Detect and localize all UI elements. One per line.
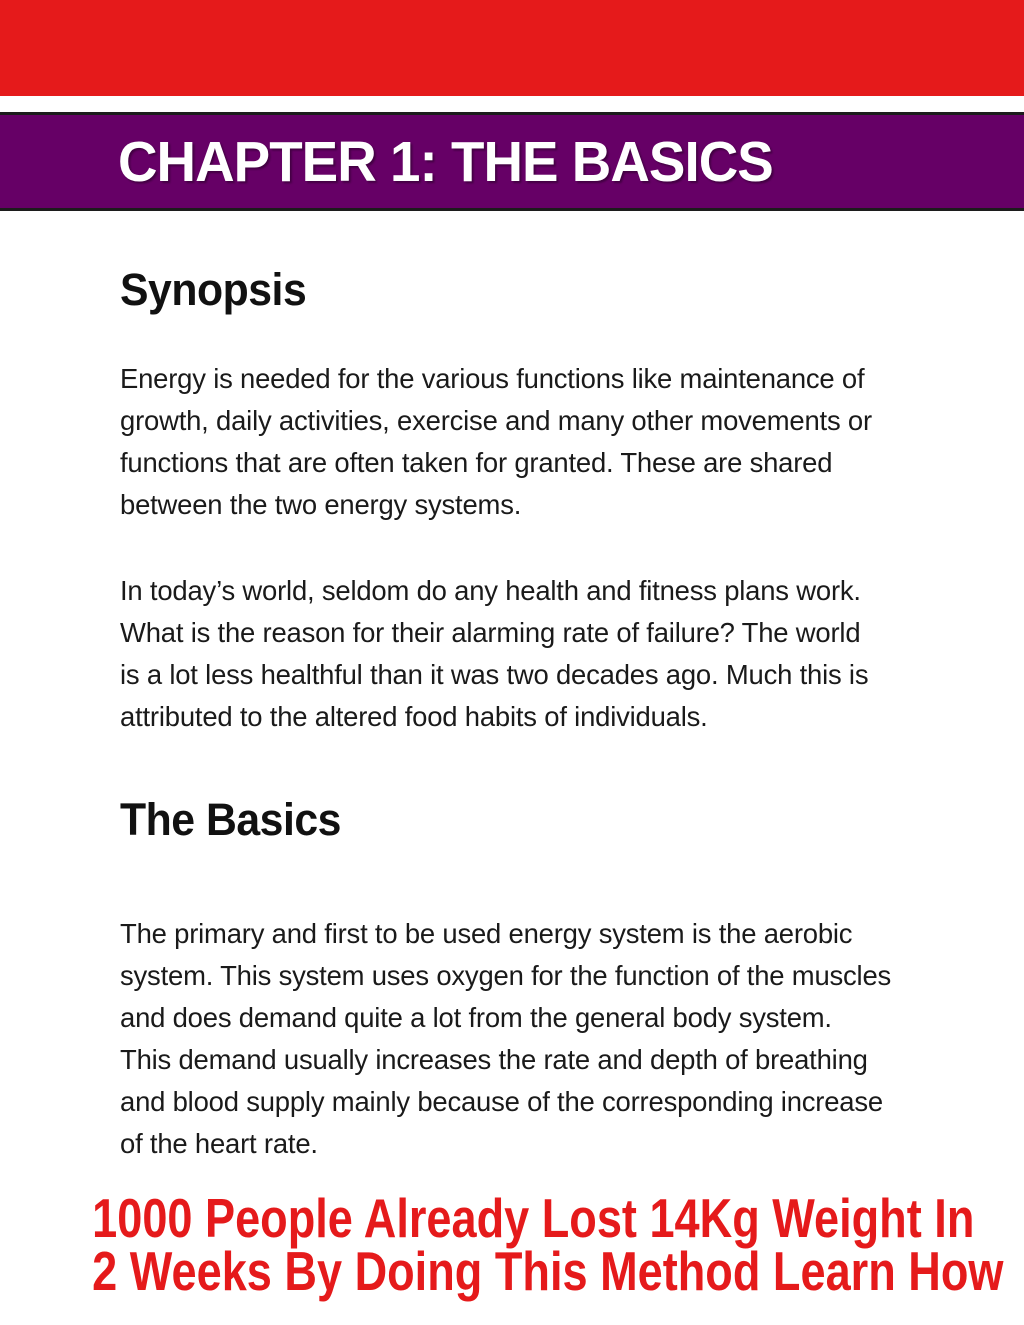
text-line: and blood supply mainly because of the corresponding increase [120, 1086, 883, 1117]
text-line: In today’s world, seldom do any health and fitness plans work. [120, 575, 861, 606]
text-line: attributed to the altered food habits of individuals. [120, 701, 708, 732]
bottom-ad-text[interactable] [92, 1187, 1004, 1302]
ad-line-1[interactable]: 1000 People Already Lost 14Kg Weight In [92, 1187, 975, 1249]
text-line: functions that are often taken for granted. These are shared [120, 447, 833, 478]
text-line: system. This system uses oxygen for the function of the muscles [120, 960, 892, 991]
ad-line-2[interactable]: 2 Weeks By Doing This Method Learn How [92, 1240, 1004, 1302]
text-line: The primary and first to be used energy system is the aerobic [120, 918, 853, 949]
paragraph-synopsis-1 [120, 358, 963, 526]
text-line: of the heart rate. [120, 1128, 318, 1159]
paragraph-basics [120, 913, 963, 1165]
section-heading-the-basics: The Basics [120, 794, 341, 845]
text-line: between the two energy systems. [120, 489, 522, 520]
text-line: growth, daily activities, exercise and many other movements or [120, 405, 872, 436]
chapter-title-banner [0, 112, 1024, 211]
text-line: What is the reason for their alarming rate of failure? The world [120, 617, 861, 648]
text-line: is a lot less healthful than it was two decades ago. Much this is [120, 659, 869, 690]
text-line: Energy is needed for the various functions like maintenance of [120, 363, 865, 394]
text-line: and does demand quite a lot from the general body system. [120, 1002, 832, 1033]
text-line: This demand usually increases the rate and depth of breathing [120, 1044, 868, 1075]
chapter-title: CHAPTER 1: THE BASICS [118, 129, 773, 194]
section-heading-synopsis: Synopsis [120, 264, 307, 315]
top-ad-banner[interactable] [0, 0, 1024, 96]
paragraph-synopsis-2 [120, 570, 963, 738]
